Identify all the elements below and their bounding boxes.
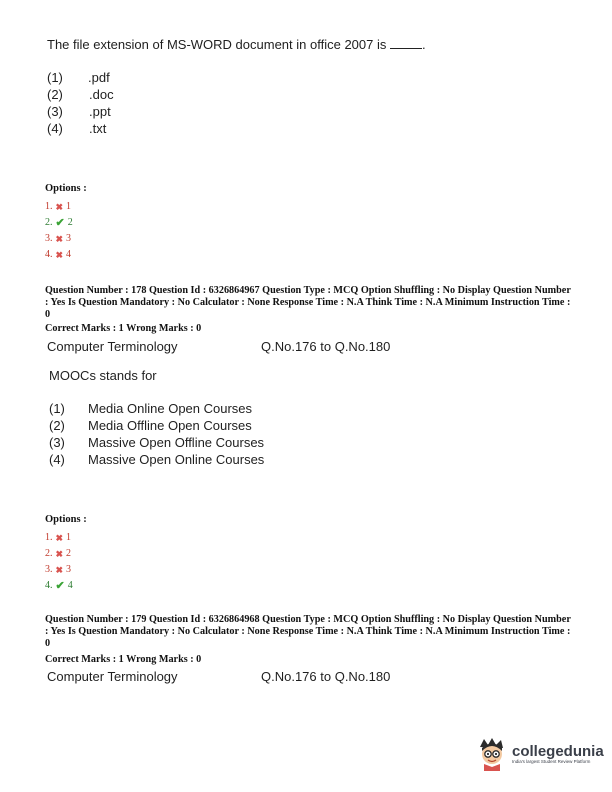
cross-icon: ✖ [55, 549, 64, 559]
cross-icon: ✖ [55, 533, 64, 543]
question-text: The file extension of MS-WORD document in office 2007 is . [47, 37, 426, 52]
check-icon: ✔ [55, 217, 65, 229]
choice-item: 3. ✖ 3 [45, 231, 73, 247]
question-meta: Question Number : 179 Question Id : 6326864968 Question Type : MCQ Option Shuffling : No Display Question Number : Yes Is Question Mandatory : No Calculator : None Response Time : N.A Think Time : N.A Minimum Instruction Time : 0 [45, 614, 571, 649]
cross-icon: ✖ [55, 565, 64, 575]
cross-icon: ✖ [55, 234, 64, 244]
marks-line: Correct Marks : 1 Wrong Marks : 0 [45, 323, 202, 334]
option-item: (4) .txt [47, 121, 107, 136]
option-item: (1) .pdf [47, 70, 110, 85]
choice-item: 4. ✔ 4 [45, 580, 73, 592]
logo-tagline: India's largest Student Review Platform [512, 758, 591, 764]
choice-item: 3. ✖ 3 [45, 562, 73, 578]
question-meta: Question Number : 178 Question Id : 6326864967 Question Type : MCQ Option Shuffling : No Display Question Number : Yes Is Question Mandatory : No Calculator : None Response Time : N.A Think Time : N.A Minimum Instruction Time : 0 [45, 285, 571, 320]
check-icon: ✔ [55, 580, 65, 592]
subject-label: Computer Terminology [47, 669, 178, 684]
subject-label: Computer Terminology [47, 339, 178, 354]
choice-list [45, 199, 73, 263]
choice-item: 1. ✖ 1 [45, 199, 73, 215]
choice-list [45, 530, 73, 594]
question-range: Q.No.176 to Q.No.180 [261, 339, 391, 354]
choice-item: 1. ✖ 1 [45, 530, 73, 546]
option-list [47, 70, 114, 138]
question-range: Q.No.176 to Q.No.180 [261, 669, 391, 684]
option-item: (4) Massive Open Online Courses [49, 452, 265, 467]
option-item: (2) .doc [47, 87, 114, 102]
answer-blank [390, 37, 422, 49]
options-heading: Options : [45, 514, 87, 525]
marks-line: Correct Marks : 1 Wrong Marks : 0 [45, 654, 202, 665]
logo-wordmark: collegedunia [512, 742, 604, 760]
choice-item: 4. ✖ 4 [45, 247, 73, 263]
option-item: (3) Massive Open Offline Courses [49, 435, 265, 450]
options-heading: Options : [45, 183, 87, 194]
cross-icon: ✖ [55, 250, 64, 260]
option-item: (3) .ppt [47, 104, 111, 119]
option-list [49, 401, 264, 469]
option-item: (2) Media Offline Open Courses [49, 418, 252, 433]
mascot-icon [476, 737, 508, 771]
choice-item: 2. ✔ 2 [45, 217, 73, 229]
collegedunia-logo [476, 737, 604, 771]
option-item: (1) Media Online Open Courses [49, 401, 253, 416]
question-text: MOOCs stands for [49, 368, 157, 383]
choice-item: 2. ✖ 2 [45, 546, 73, 562]
cross-icon: ✖ [55, 202, 64, 212]
